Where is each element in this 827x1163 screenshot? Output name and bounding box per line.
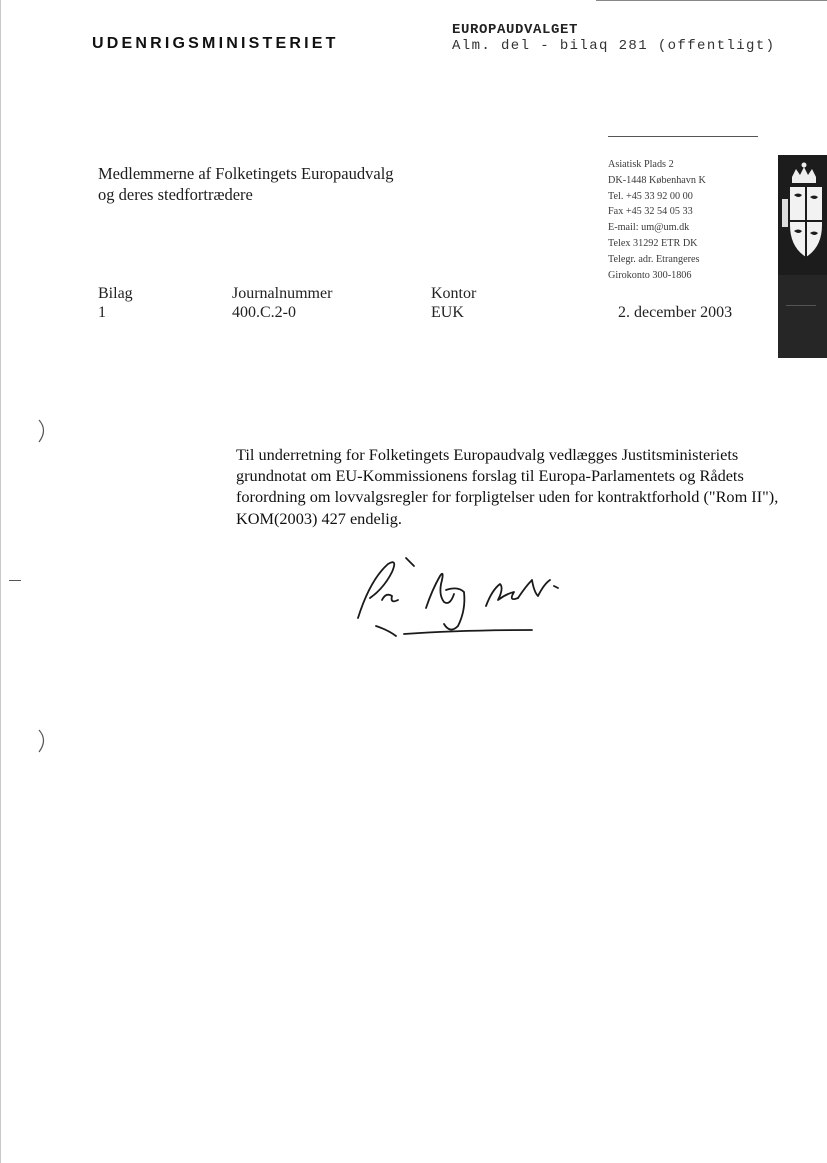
stamp-reference: Alm. del - bilaq 281 (offentligt) (452, 38, 776, 54)
coat-of-arms-icon (778, 155, 827, 358)
handwritten-signature (340, 550, 580, 650)
address-rule (608, 136, 758, 137)
scan-top-rule (596, 0, 827, 1)
address-line: Telex 31292 ETR DK (608, 237, 698, 249)
bilag-value: 1 (98, 304, 106, 321)
address-line: Girokonto 300-1806 (608, 269, 692, 281)
stamp-committee: EUROPAUDVALGET (452, 22, 579, 38)
body-paragraph: Til underretning for Folketingets Europaudvalg vedlægges Justitsministeriets grundnotat om EU-Kommissionens forslag til Europa-Parlamentets og Rådets forordning om lovvalgsregler for forpligtelser uden for kontraktforhold ("Rom II"), KOM(2003) 427 endelig. (236, 445, 779, 528)
address-line: E-mail: um@um.dk (608, 222, 690, 234)
scan-bracket-mark (36, 418, 50, 449)
scan-dash (9, 580, 21, 581)
ministry-name: UDENRIGSMINISTERIET (92, 35, 339, 52)
journal-label: Journalnummer (232, 285, 333, 302)
address-line: Fax +45 32 54 05 33 (608, 206, 693, 218)
address-line: Tel. +45 33 92 00 00 (608, 190, 693, 202)
kontor-label: Kontor (431, 285, 477, 302)
recipient-line-1: Medlemmerne af Folketingets Europaudvalg (98, 164, 394, 183)
recipient-line-2: og deres stedfortrædere (98, 185, 253, 204)
address-block (608, 157, 706, 283)
kontor-value: EUK (431, 304, 464, 321)
address-line: Telegr. adr. Etrangeres (608, 253, 700, 265)
letter-date: 2. december 2003 (618, 304, 733, 321)
scan-edge-line (0, 0, 1, 1163)
bilag-label: Bilag (98, 285, 133, 302)
address-line: DK-1448 København K (608, 174, 706, 186)
scan-bracket-mark (36, 728, 50, 759)
recipient-block (98, 163, 394, 205)
journal-value: 400.C.2-0 (232, 304, 296, 321)
address-line: Asiatisk Plads 2 (608, 159, 674, 170)
